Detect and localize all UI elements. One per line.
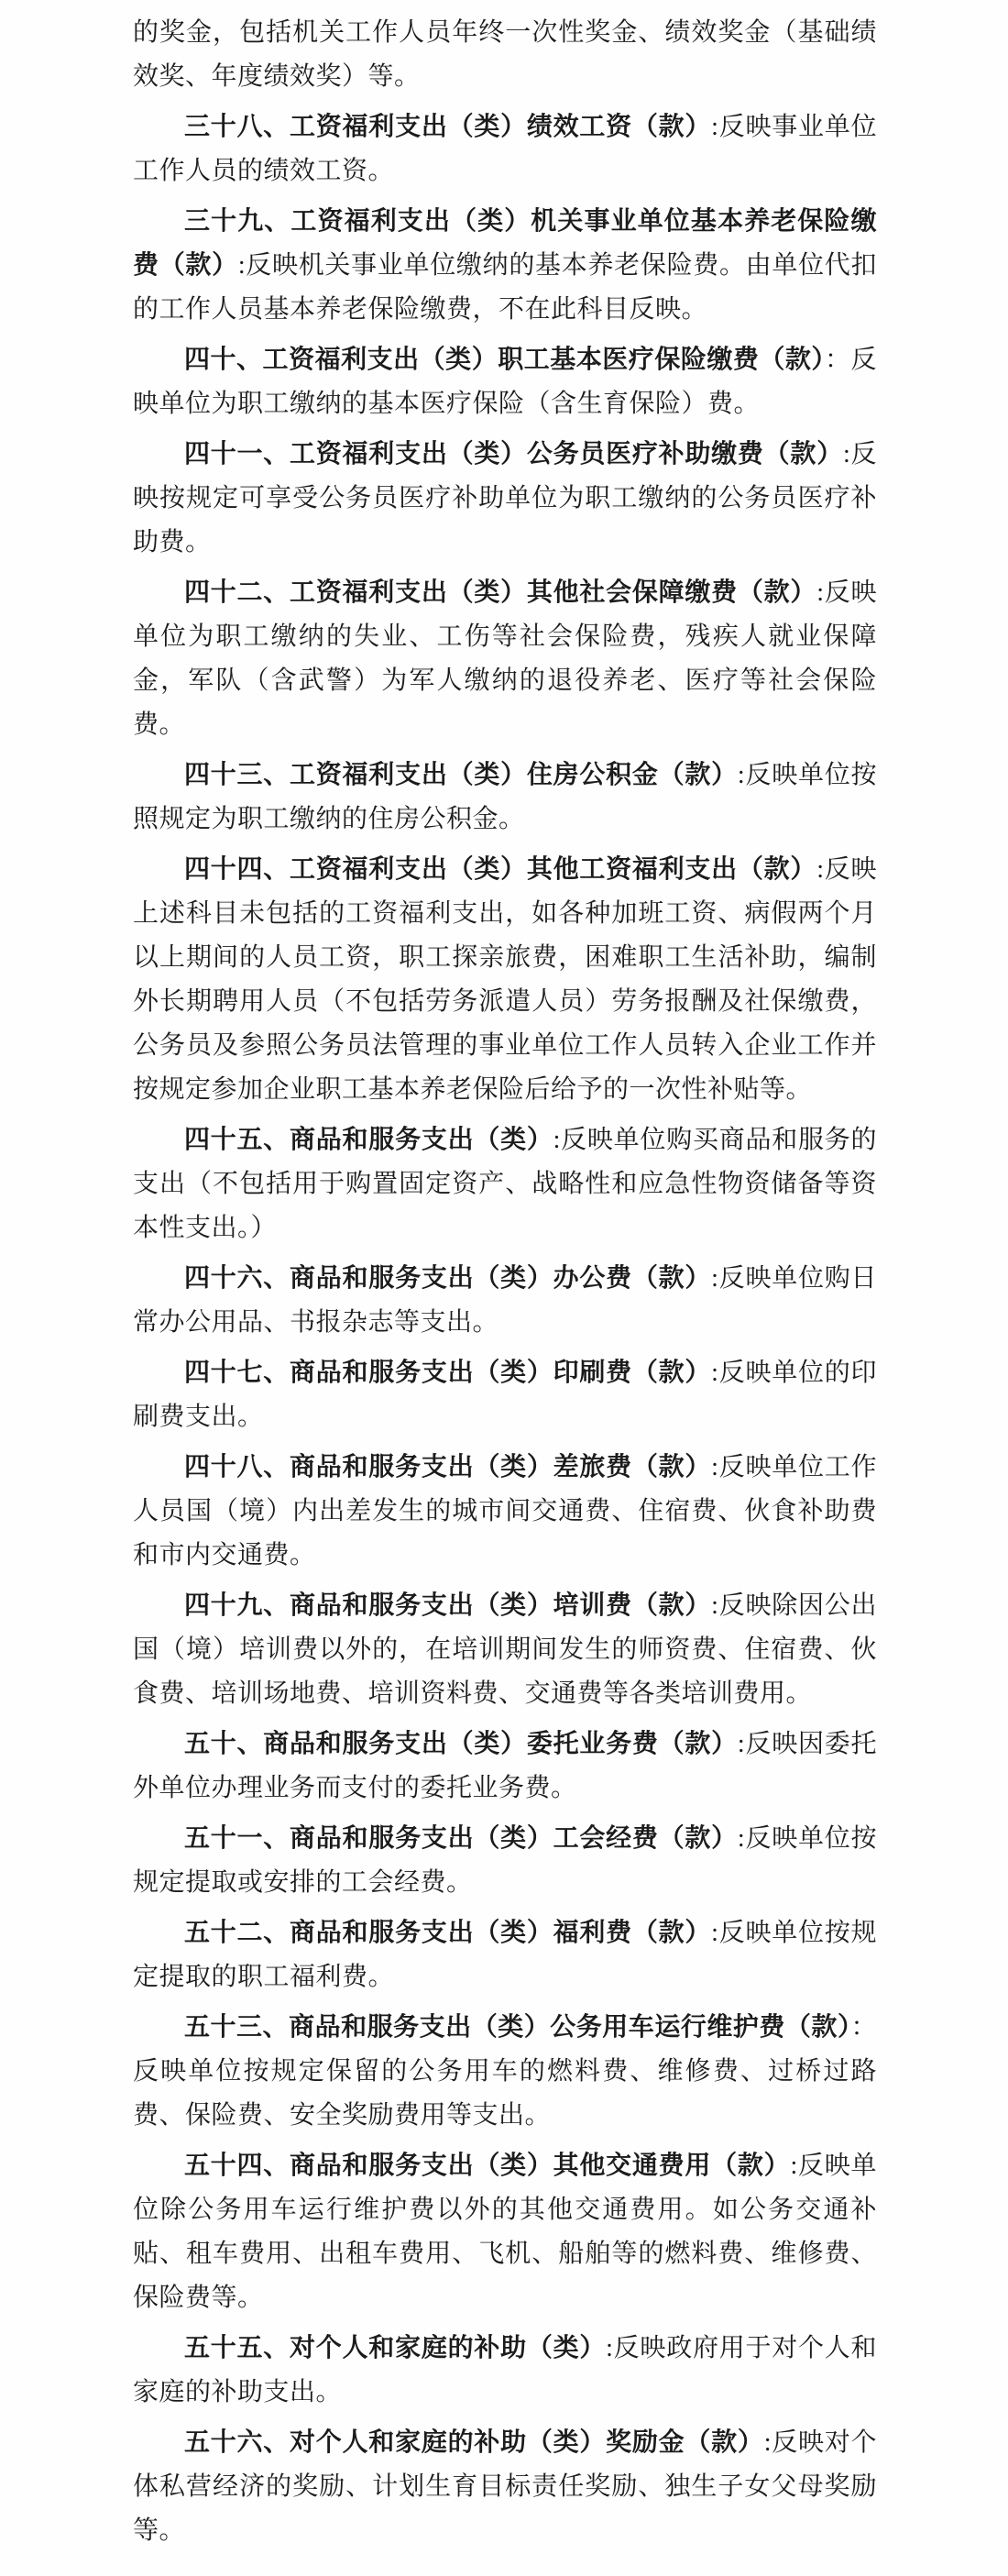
- item-heading: 四十九、商品和服务支出（类）培训费（款）: [184, 1591, 712, 1620]
- item-description: :反映单位按规定提取或安排的工会经费。: [133, 1824, 877, 1897]
- item-heading: 四十八、商品和服务支出（类）差旅费（款）: [184, 1453, 712, 1481]
- item-description: :反映机关事业单位缴纳的基本养老保险费。由单位代扣的工作人员基本养老保险缴费，不在此科目反映。: [133, 251, 877, 324]
- paragraph-item-40: [133, 338, 877, 426]
- item-description: :反映单位为职工缴纳的失业、工伤等社会保险费，残疾人就业保障金，军队（含武警）为军人缴纳的退役养老、医疗等社会保险费。: [133, 578, 877, 739]
- item-description: :反映按规定可享受公务员医疗补助单位为职工缴纳的公务员医疗补助费。: [133, 440, 877, 556]
- item-heading: 四十六、商品和服务支出（类）办公费（款）: [184, 1264, 712, 1293]
- paragraph-item-52: [133, 1911, 877, 1999]
- item-heading: 五十、商品和服务支出（类）委托业务费（款）: [184, 1730, 738, 1758]
- item-heading: 四十五、商品和服务支出（类）: [184, 1126, 553, 1154]
- item-heading: 四十二、工资福利支出（类）其他社会保障缴费（款）: [184, 578, 817, 607]
- item-heading: 四十一、工资福利支出（类）公务员医疗补助缴费（款）: [184, 440, 843, 468]
- paragraph-item-43: [133, 754, 877, 842]
- item-description: :反映上述科目未包括的工资福利支出，如各种加班工资、病假两个月以上期间的人员工资，职工探亲旅费，困难职工生活补助，编制外长期聘用人员（不包括劳务派遣人员）劳务报酬及社保缴费，公务员及参照公务员法管理的事业单位工作人员转入企业工作并按规定参加企业职工基本养老保险后给予的一次性补贴等。: [133, 855, 877, 1104]
- item-description: :反映对个体私营经济的奖励、计划生育目标责任奖励、独生子女父母奖励等。: [133, 2428, 877, 2545]
- item-heading: 五十二、商品和服务支出（类）福利费（款）: [184, 1919, 712, 1947]
- paragraph-item-48: [133, 1446, 877, 1578]
- paragraph-item-47: [133, 1351, 877, 1439]
- item-heading: 四十三、工资福利支出（类）住房公积金（款）: [184, 761, 738, 789]
- item-heading: 四十七、商品和服务支出（类）印刷费（款）: [184, 1359, 712, 1387]
- item-description: :反映单位购买商品和服务的支出（不包括用于购置固定资产、战略性和应急性物资储备等资本性支出。）: [133, 1126, 877, 1242]
- item-description: 的奖金，包括机关工作人员年终一次性奖金、绩效奖金（基础绩效奖、年度绩效奖）等。: [133, 18, 877, 91]
- item-heading: 四十四、工资福利支出（类）其他工资福利支出（款）: [184, 855, 817, 884]
- item-description: :反映单位购日常办公用品、书报杂志等支出。: [133, 1264, 877, 1337]
- item-heading: 五十一、商品和服务支出（类）工会经费（款）: [184, 1824, 738, 1853]
- item-description: :反映单位除公务用车运行维护费以外的其他交通费用。如公务交通补贴、租车费用、出租车费用、飞机、船舶等的燃料费、维修费、保险费等。: [133, 2152, 877, 2312]
- paragraph-item-49: [133, 1584, 877, 1716]
- paragraph-item-45: [133, 1118, 877, 1250]
- item-description: :反映除因公出国（境）培训费以外的，在培训期间发生的师资费、住宿费、伙食费、培训场地费、培训资料费、交通费等各类培训费用。: [133, 1591, 877, 1708]
- paragraph-item-46: [133, 1257, 877, 1345]
- paragraph-item-39: [133, 200, 877, 332]
- item-heading: 三十九、工资福利支出（类）机关事业单位基本养老保险缴费（款）: [133, 207, 877, 280]
- paragraph-item-44: [133, 848, 877, 1112]
- item-heading: 三十八、工资福利支出（类）绩效工资（款）: [184, 113, 712, 141]
- item-heading: 五十四、商品和服务支出（类）其他交通费用（款）: [184, 2152, 791, 2180]
- paragraph-item-51: [133, 1817, 877, 1905]
- item-description: :反映单位的印刷费支出。: [133, 1359, 877, 1431]
- item-heading: 五十五、对个人和家庭的补助（类）: [184, 2334, 607, 2362]
- item-description: ：反映单位按规定保留的公务用车的燃料费、维修费、过桥过路费、保险费、安全奖励费用等支出。: [133, 2013, 877, 2130]
- paragraph-item-56: [133, 2421, 877, 2553]
- item-description: :反映单位工作人员国（境）内出差发生的城市间交通费、住宿费、伙食补助费和市内交通费。: [133, 1453, 877, 1569]
- item-description: :反映单位按规定提取的职工福利费。: [133, 1919, 877, 1991]
- item-heading: 五十三、商品和服务支出（类）公务用车运行维护费（款）: [184, 2013, 851, 2042]
- item-heading: 四十、工资福利支出（类）职工基本医疗保险缴费（款）: [184, 346, 825, 374]
- paragraph-item-50: [133, 1723, 877, 1811]
- paragraph-item-38: [133, 105, 877, 193]
- item-heading: 五十六、对个人和家庭的补助（类）奖励金（款）: [184, 2428, 764, 2457]
- paragraph-item-54: [133, 2144, 877, 2320]
- paragraph-item-41: [133, 433, 877, 565]
- paragraph-item-42: [133, 571, 877, 747]
- paragraph-item-53: [133, 2006, 877, 2138]
- item-description: :反映事业单位工作人员的绩效工资。: [133, 113, 877, 185]
- item-description: :反映单位按照规定为职工缴纳的住房公积金。: [133, 761, 877, 833]
- paragraph-item-55: [133, 2327, 877, 2415]
- item-description: :反映政府用于对个人和家庭的补助支出。: [133, 2334, 877, 2406]
- paragraph-continuation: [133, 11, 877, 99]
- item-description: :反映因委托外单位办理业务而支付的委托业务费。: [133, 1730, 877, 1802]
- item-description: ：反映单位为职工缴纳的基本医疗保险（含生育保险）费。: [133, 346, 877, 418]
